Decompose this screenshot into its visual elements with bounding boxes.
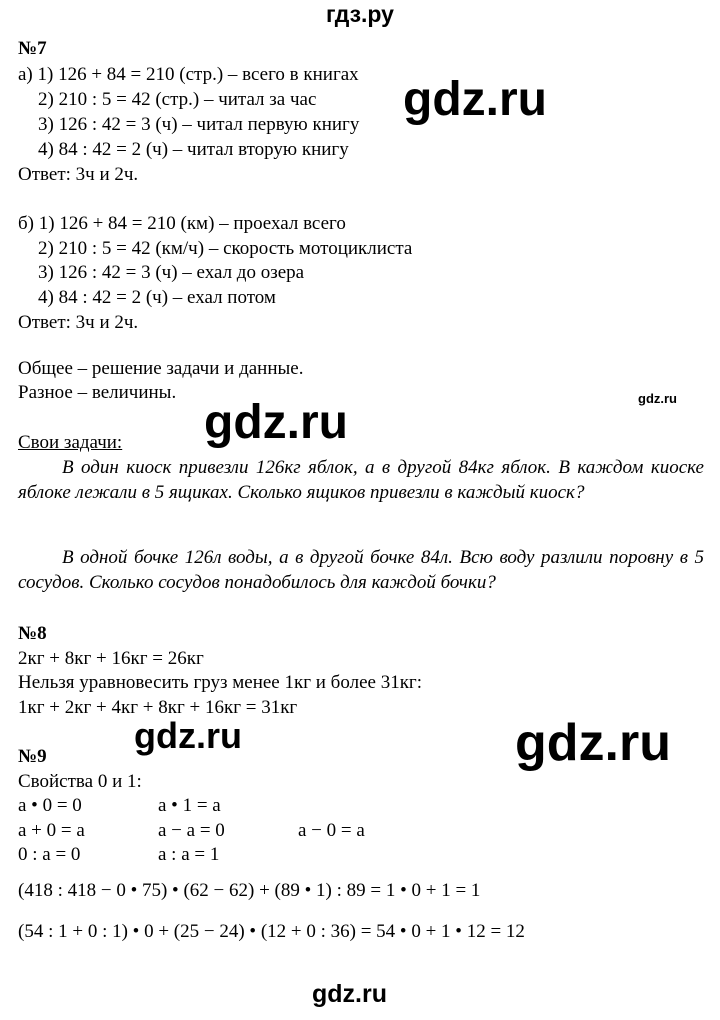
watermark: gdz.ru bbox=[134, 715, 242, 756]
solution-a-step1: а) 1) 126 + 84 = 210 (стр.) – всего в книгах bbox=[18, 64, 359, 85]
watermark: gdz.ru bbox=[312, 980, 387, 1008]
solution-b-answer: Ответ: 3ч и 2ч. bbox=[18, 312, 139, 333]
property-a-minus-0: а − 0 = а bbox=[298, 820, 365, 841]
solution-b-step4: 4) 84 : 42 = 2 (ч) – ехал потом bbox=[38, 287, 276, 308]
problem-9-title: №9 bbox=[18, 746, 47, 767]
property-a-div-a: а : а = 1 bbox=[158, 844, 220, 865]
problem-8-line2: Нельзя уравновесить груз менее 1кг и более 31кг: bbox=[18, 672, 423, 693]
difference-note: Разное – величины. bbox=[18, 382, 177, 403]
property-a-times-1: а • 1 = а bbox=[158, 795, 221, 816]
problem-8-line3: 1кг + 2кг + 4кг + 8кг + 16кг = 31кг bbox=[18, 697, 298, 718]
watermark: gdz.ru bbox=[403, 73, 547, 126]
watermark: gdz.ru bbox=[638, 391, 677, 406]
expression-2: (54 : 1 + 0 : 1) • 0 + (25 − 24) • (12 + 0 : 36) = 54 • 0 + 1 • 12 = 12 bbox=[18, 921, 525, 942]
own-task-2-text: В одной бочке 126л воды, а в другой бочке 84л. Всю воду разлили поровну в 5 сосудов. Сколько сосудов понадобилось для каждой бочки? bbox=[18, 547, 704, 593]
own-task-1-text: В один киоск привезли 126кг яблок, а в другой 84кг яблок. В каждом киоске яблоке лежали в 5 ящиках. Сколько ящиков привезли в каждый киоск? bbox=[18, 457, 704, 503]
expression-1: (418 : 418 − 0 • 75) • (62 − 62) + (89 • 1) : 89 = 1 • 0 + 1 = 1 bbox=[18, 880, 481, 901]
properties-heading: Свойства 0 и 1: bbox=[18, 771, 142, 792]
solution-b-step3: 3) 126 : 42 = 3 (ч) – ехал до озера bbox=[38, 262, 305, 283]
own-task-1 bbox=[18, 456, 704, 505]
watermark: gdz.ru bbox=[204, 396, 348, 449]
own-tasks-heading: Свои задачи: bbox=[18, 432, 123, 453]
property-a-minus-a: а − а = 0 bbox=[158, 820, 225, 841]
problem-7-title: №7 bbox=[18, 38, 47, 59]
property-a-plus-0: а + 0 = а bbox=[18, 820, 85, 841]
solution-a-answer: Ответ: 3ч и 2ч. bbox=[18, 164, 139, 185]
solution-a-step4: 4) 84 : 42 = 2 (ч) – читал вторую книгу bbox=[38, 139, 349, 160]
problem-8-title: №8 bbox=[18, 623, 47, 644]
common-note: Общее – решение задачи и данные. bbox=[18, 358, 304, 379]
solution-a-step2: 2) 210 : 5 = 42 (стр.) – читал за час bbox=[38, 89, 317, 110]
solution-b-step1: б) 1) 126 + 84 = 210 (км) – проехал всего bbox=[18, 213, 346, 234]
problem-8-line1: 2кг + 8кг + 16кг = 26кг bbox=[18, 648, 204, 669]
watermark: gdz.ru bbox=[515, 714, 671, 772]
property-0-div-a: 0 : а = 0 bbox=[18, 844, 81, 865]
solution-a-step3: 3) 126 : 42 = 3 (ч) – читал первую книгу bbox=[38, 114, 360, 135]
property-a-times-0: а • 0 = 0 bbox=[18, 795, 82, 816]
site-header: гдз.ру bbox=[326, 1, 394, 27]
solution-b-step2: 2) 210 : 5 = 42 (км/ч) – скорость мотоциклиста bbox=[38, 238, 413, 259]
own-task-2 bbox=[18, 546, 704, 595]
